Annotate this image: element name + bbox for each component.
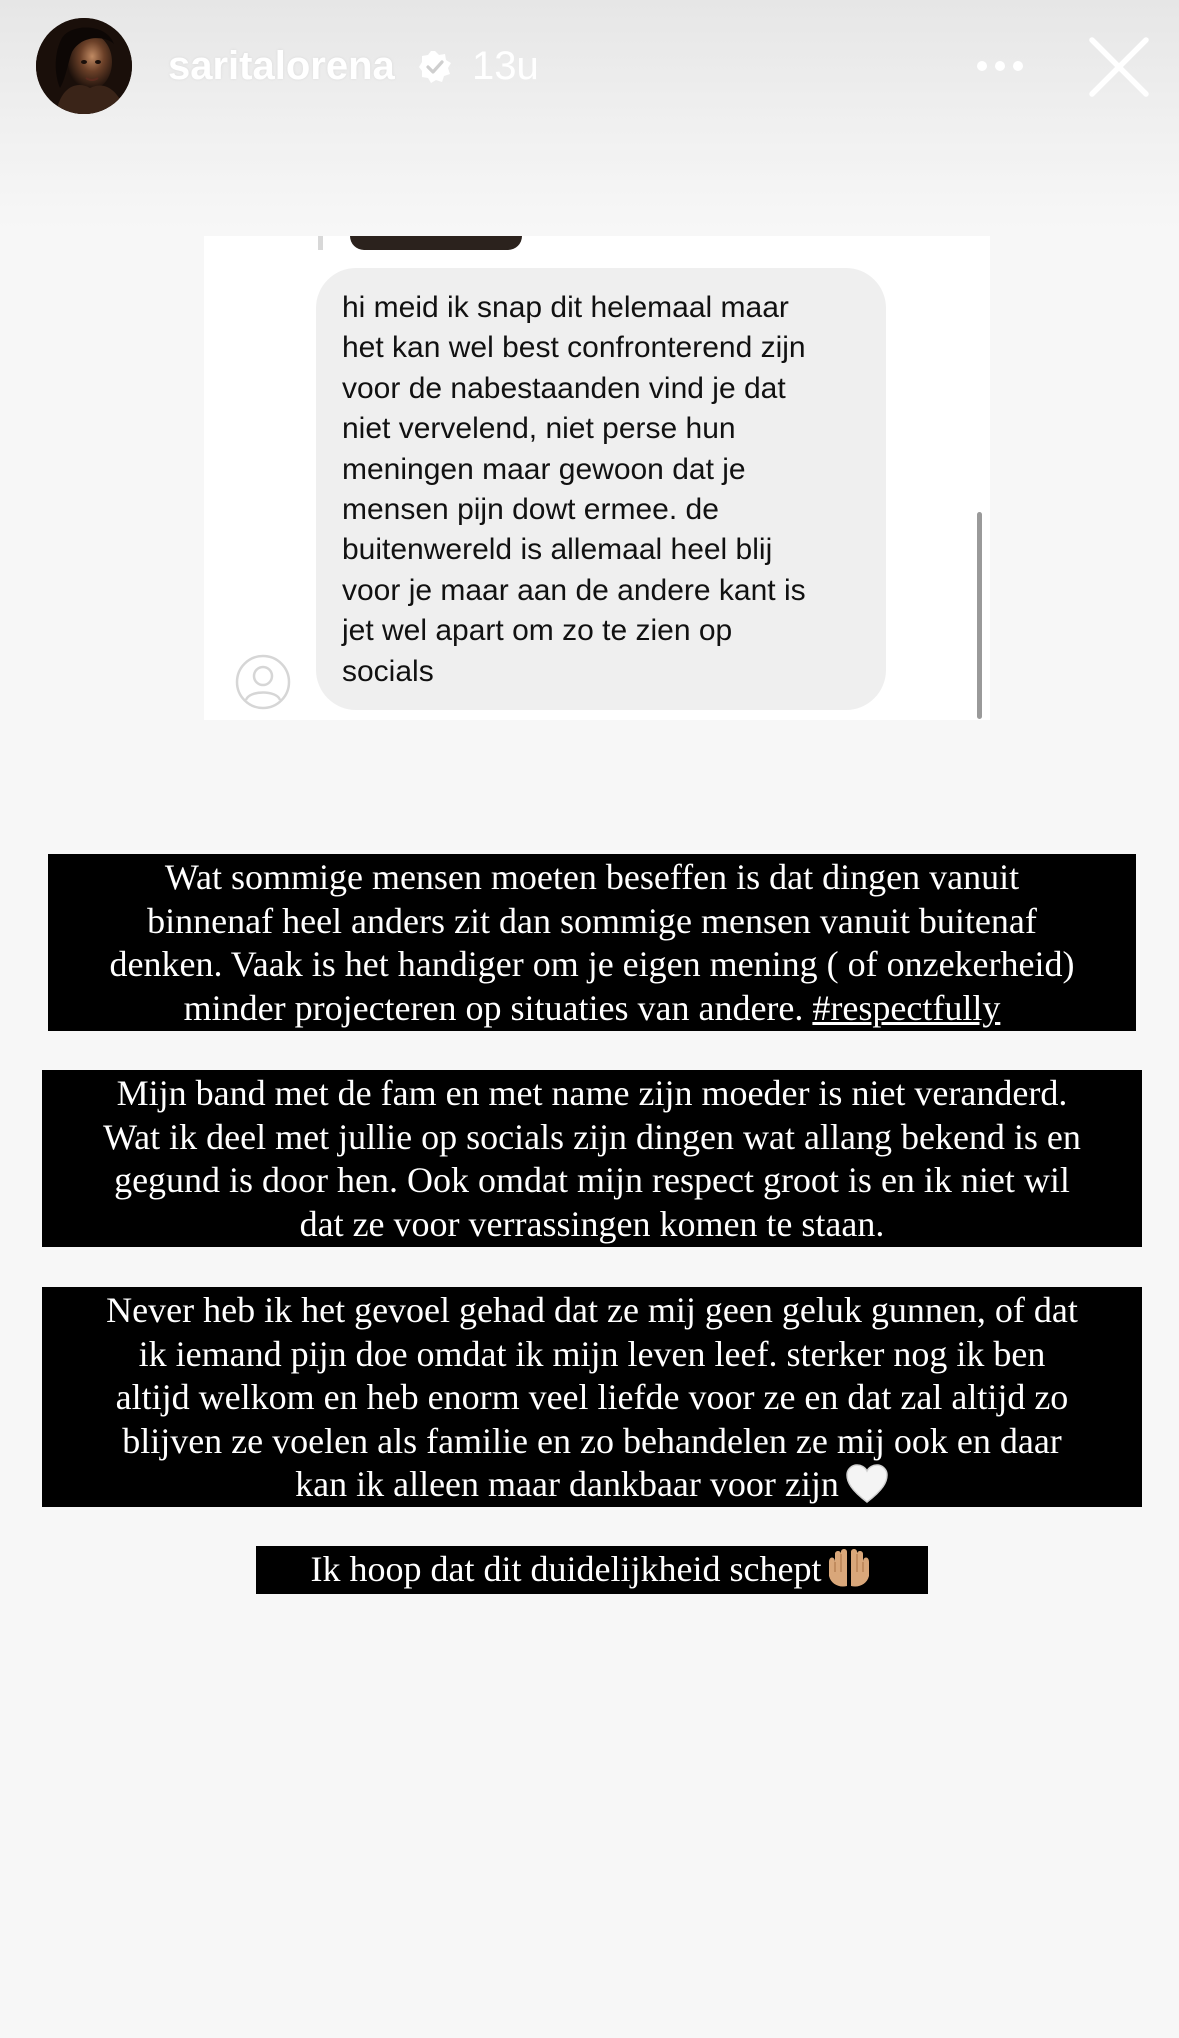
dm-message-text: hi meid ik snap dit helemaal maar het kan wel best confronterend zijn voor de nabestaanden vind je dat niet vervelend, niet perse hun meningen maar gewoon dat je mensen pijn dowt ermee. de buitenwereld is allemaal heel blij voor je maar aan de andere kant is jet wel apart om zo te zien op socials (342, 291, 806, 688)
caption-line: binnenaf heel anders zit dan sommige mensen vanuit buitenaf (147, 900, 1037, 941)
caption-line-text: kan ik alleen maar dankbaar voor zijn (295, 1464, 839, 1504)
dm-message-bubble (316, 268, 886, 710)
story-header (0, 0, 1179, 135)
palms-up-together-icon (825, 1548, 873, 1590)
caption-block-1 (48, 854, 1136, 1031)
story-username[interactable]: saritalorena (168, 44, 395, 88)
caption-block-2 (42, 1070, 1142, 1247)
caption-line (48, 987, 1136, 1031)
default-profile-icon (235, 654, 291, 710)
avatar-photo (36, 18, 132, 114)
caption-line: Wat ik deel met jullie op socials zijn dingen wat allang bekend is en (103, 1116, 1081, 1157)
caption-line: Mijn band met de fam en met name zijn moeder is niet veranderd. (116, 1073, 1068, 1113)
caption-line: ik iemand pijn doe omdat ik mijn leven leef. sterker nog ik ben (138, 1333, 1046, 1374)
caption-block-4 (256, 1546, 928, 1594)
caption-line: blijven ze voelen als familie en zo behandelen ze mij ook en daar (122, 1420, 1062, 1461)
caption-line (256, 1548, 928, 1592)
caption-line: altijd welkom en heb enorm veel liefde voor ze en dat zal altijd zo (115, 1377, 1069, 1417)
caption-block-3 (42, 1287, 1142, 1507)
caption-line-text: Ik hoop dat dit duidelijkheid schept (310, 1549, 822, 1589)
caption-line: Wat sommige mensen moeten beseffen is dat dingen vanuit (164, 857, 1020, 897)
caption-line: Never heb ik het gevoel gehad dat ze mij geen geluk gunnen, of dat (106, 1290, 1078, 1330)
hashtag-link[interactable]: #respectfully (812, 987, 1001, 1028)
caption-line: dat ze voor verrassingen komen te staan. (299, 1203, 885, 1244)
dm-cropped-edge (318, 236, 323, 250)
caption-line: gegund is door hen. Ook omdat mijn respect groot is en ik niet wil (114, 1160, 1070, 1200)
dm-scrollbar (977, 512, 982, 719)
more-options-icon[interactable] (972, 48, 1028, 84)
caption-line: denken. Vaak is het handiger om je eigen mening ( of onzekerheid) (109, 944, 1075, 984)
white-heart-icon (845, 1463, 889, 1505)
verified-badge-icon (418, 50, 452, 84)
close-icon[interactable] (1086, 34, 1152, 100)
caption-line-text: minder projecteren op situaties van andere. (183, 987, 813, 1028)
story-timestamp: 13u (472, 44, 539, 88)
profile-avatar[interactable] (36, 18, 132, 114)
dm-cropped-image (350, 236, 522, 250)
caption-line (42, 1463, 1142, 1507)
